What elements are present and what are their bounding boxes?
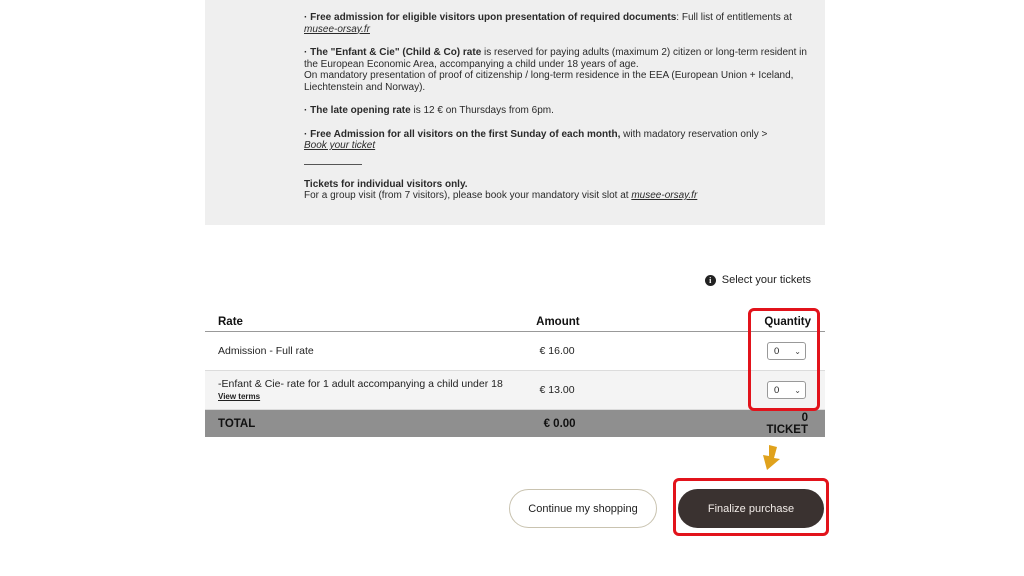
info-individual — [304, 179, 809, 202]
rate-name: Admission - Full rate — [205, 332, 523, 371]
info-individual-title: Tickets for individual visitors only. — [304, 178, 468, 190]
view-terms-link[interactable]: View terms — [218, 392, 261, 401]
quantity-value: 0 — [774, 384, 780, 396]
info-enfant-cie-title: · The "Enfant & Cie" (Child & Co) rate — [304, 47, 482, 58]
rates-table — [205, 312, 825, 437]
divider — [304, 164, 362, 165]
quantity-value: 0 — [774, 345, 780, 357]
info-first-sunday — [304, 129, 809, 152]
total-label: TOTAL — [205, 410, 523, 438]
info-free-admission — [304, 12, 809, 35]
book-ticket-link[interactable]: Book your ticket — [304, 140, 376, 151]
finalize-purchase-button[interactable]: Finalize purchase — [678, 489, 824, 528]
info-group-text: For a group visit (from 7 visitors), please book your mandatory visit slot at — [304, 190, 632, 201]
musee-orsay-link[interactable]: musee-orsay.fr — [304, 23, 370, 35]
rate-name-cell — [205, 371, 523, 410]
info-first-sunday-title: · Free Admission for all visitors on the first Sunday of each month, — [304, 128, 621, 140]
rate-name: -Enfant & Cie- rate for 1 adult accompanying a child under 18 — [218, 378, 503, 390]
rate-amount: € 16.00 — [523, 332, 744, 371]
group-musee-orsay-link[interactable]: musee-orsay.fr — [631, 190, 698, 201]
info-icon: i — [705, 275, 716, 286]
finalize-highlight-box — [673, 478, 829, 536]
table-header-row — [205, 312, 825, 332]
info-late-opening — [304, 105, 809, 117]
continue-shopping-button[interactable]: Continue my shopping — [509, 489, 657, 528]
info-enfant-cie — [304, 47, 809, 93]
chevron-down-icon: ⌄ — [794, 385, 801, 395]
header-amount: Amount — [523, 312, 744, 332]
total-tickets: 0 TICKET — [745, 410, 825, 438]
info-late-opening-text: is 12 € on Thursdays from 6pm. — [410, 105, 554, 116]
header-quantity: Quantity — [745, 312, 825, 332]
info-free-admission-title: · Free admission for eligible visitors upon presentation of required documents — [304, 12, 677, 23]
info-text — [304, 12, 809, 214]
table-row — [205, 371, 825, 410]
rate-amount: € 13.00 — [523, 371, 744, 410]
total-amount: € 0.00 — [523, 410, 744, 438]
header-rate: Rate — [205, 312, 523, 332]
info-enfant-cie-text: is reserved for paying adults (maximum 2) citizen or long-term resident in the European Economic Area, accompanying a child under 18 years of age. — [304, 47, 807, 70]
info-panel — [205, 0, 825, 225]
info-late-opening-title: · The late opening rate — [304, 105, 411, 116]
select-tickets-label: Select your tickets — [721, 274, 811, 286]
info-enfant-cie-text2: On mandatory presentation of proof of citizenship / long-term residence in the EEA (European Union + Iceland, Liechtenstein and Norway). — [304, 70, 794, 93]
quantity-highlight-box — [748, 308, 820, 411]
info-first-sunday-text: with madatory reservation only > — [620, 128, 768, 140]
select-tickets-hint — [705, 274, 811, 286]
arrow-down-icon — [760, 445, 784, 471]
total-row — [205, 410, 825, 438]
chevron-down-icon: ⌄ — [794, 346, 801, 356]
info-free-admission-text: : Full list of entitlements at — [676, 12, 792, 23]
table-row — [205, 332, 825, 371]
